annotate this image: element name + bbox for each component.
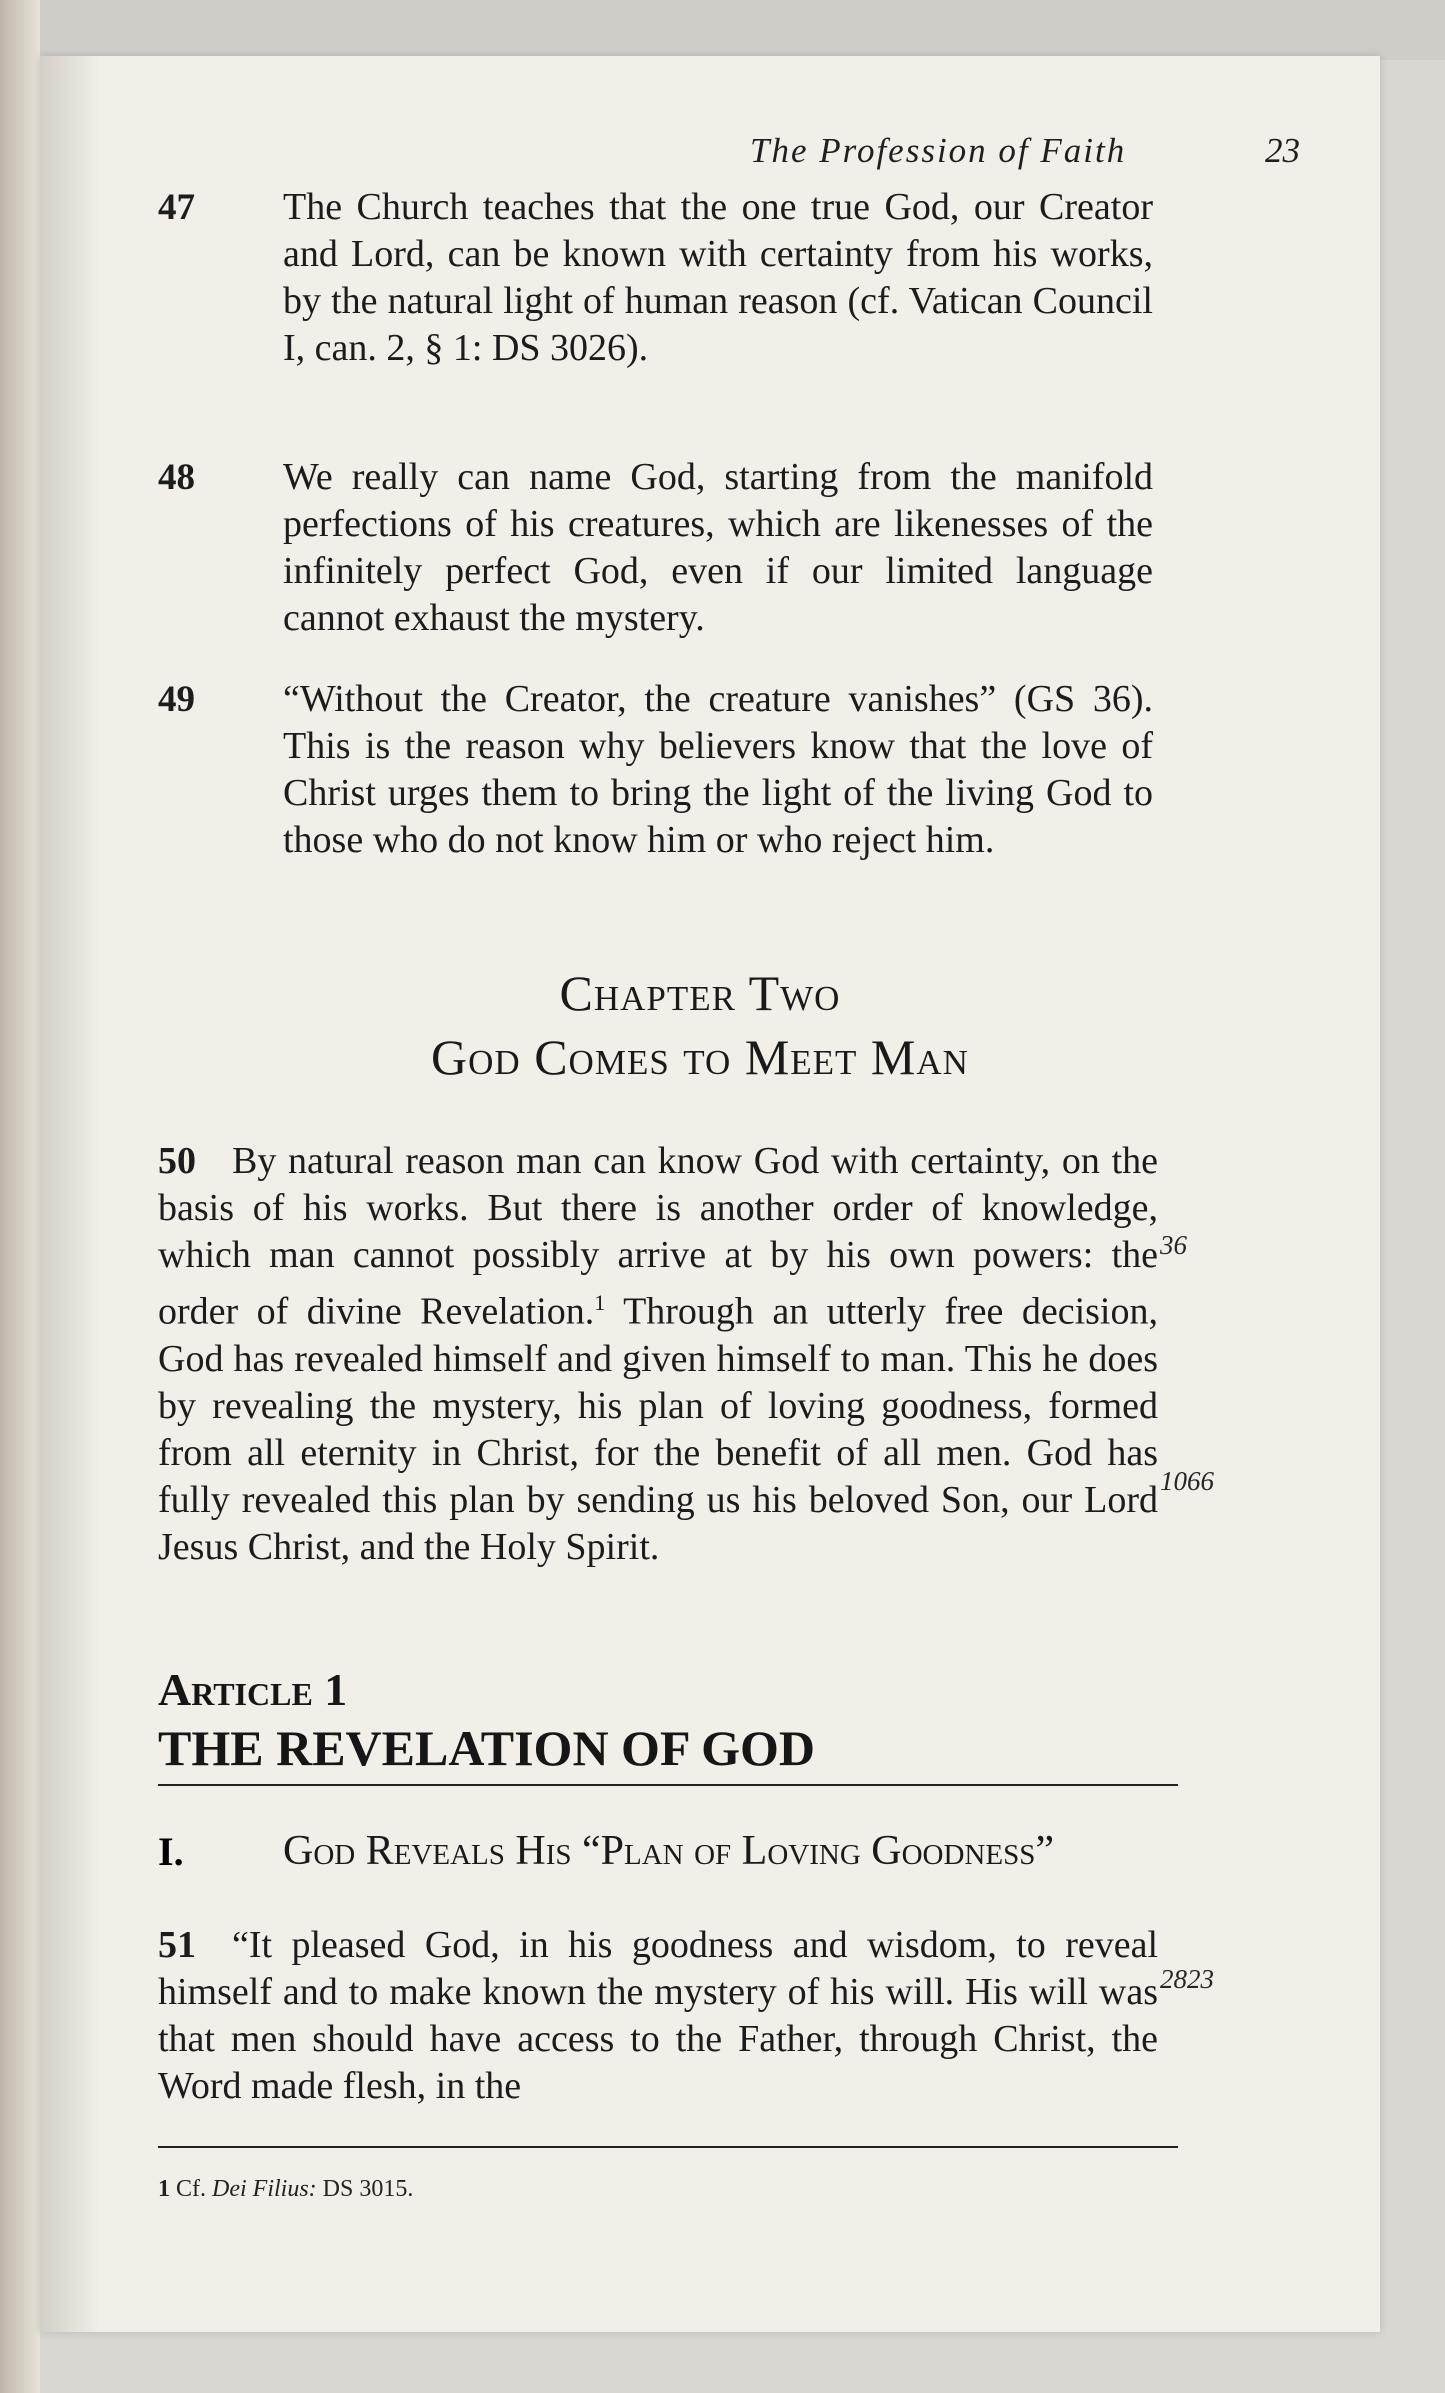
footnote-number: 1: [158, 2176, 170, 2202]
paragraph-text: We really can name God, starting from the manifold perfections of his creatures, which are likenesses of the infinitely perfect God, even if our limited language cannot exhaust the mystery.: [283, 456, 1153, 639]
background-top: [0, 0, 1445, 60]
footnote-rule: [158, 2146, 1178, 2148]
paragraph-number: 47: [158, 187, 195, 228]
paragraph-50: [158, 1138, 1158, 1571]
page-number: 23: [1265, 131, 1300, 170]
section-title: God Reveals His “Plan of Loving Goodness”: [283, 1828, 1054, 1874]
paragraph-51: [158, 1922, 1158, 2110]
paragraph-text: The Church teaches that the one true God, our Creator and Lord, can be known with certainty from his works, by the natural light of human reason (cf. Vatican Council I, can. 2, § 1: DS 3026).: [283, 186, 1153, 369]
running-title: The Profession of Faith: [750, 131, 1127, 170]
paragraph-number: 48: [158, 457, 195, 498]
footnote-source: Dei Filius:: [212, 2176, 317, 2202]
paragraph-number: 51: [158, 1924, 196, 1966]
margin-cross-reference: 2823: [1160, 1964, 1214, 1994]
margin-cross-reference: 1066: [1160, 1466, 1214, 1496]
article-title: THE REVELATION OF GOD: [158, 1720, 816, 1776]
paragraph-number: 50: [158, 1140, 196, 1182]
footnote-marker[interactable]: 1: [594, 1290, 606, 1315]
chapter-title: God Comes to Meet Man: [431, 1029, 969, 1085]
margin-cross-reference: 36: [1160, 1230, 1187, 1260]
footnote: [158, 2176, 413, 2203]
section-number: I.: [158, 1829, 184, 1874]
book-spine: [0, 0, 40, 2393]
chapter-label: Chapter Two: [559, 965, 841, 1021]
paragraph-text: By natural reason man can know God with certainty, on the basis of his works. But there is another order of knowledge, which man cannot possibly arrive at by his own powers: the order of divine Revelation.: [158, 1140, 1158, 1333]
article-rule: [158, 1784, 1178, 1786]
footnote-ref: DS 3015.: [316, 2176, 414, 2202]
paragraph-text-continued: Through an utterly free decision, God has revealed himself and given himself to man. This he does by revealing the mystery, his plan of loving goodness, formed from all eternity in Christ, for the benefit of all men. God has fully revealed this plan by sending us his beloved Son, our Lord Jesus Christ, and the Holy Spirit.: [158, 1290, 1158, 1568]
page-gutter-shadow: [40, 56, 100, 2332]
paragraph-text: “Without the Creator, the creature vanishes” (GS 36). This is the reason why believers know that the love of Christ urges them to bring the light of the living God to those who do not know him or who reject him.: [283, 678, 1153, 861]
paragraph-number: 49: [158, 679, 195, 720]
footnote-prefix: Cf.: [170, 2176, 212, 2202]
article-label: Article 1: [158, 1664, 348, 1715]
book-page: [40, 56, 1380, 2332]
paragraph-text: “It pleased God, in his goodness and wisdom, to reveal himself and to make known the mystery of his will. His will was that men should have access to the Father, through Christ, the Word made flesh, in the: [158, 1924, 1158, 2107]
